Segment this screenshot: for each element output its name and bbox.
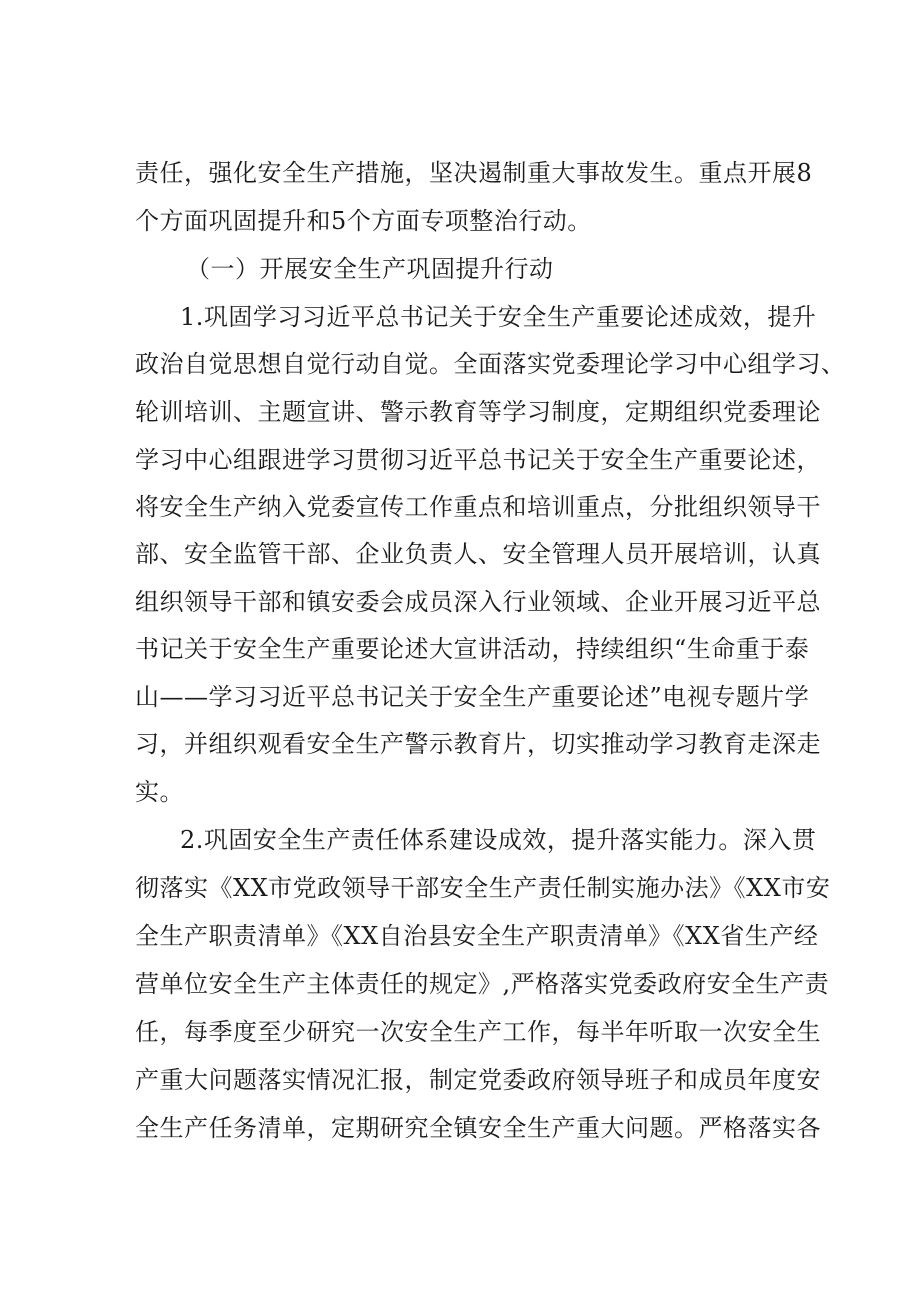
text-line: 全生产职责清单》《XX自治县安全生产职责清单》《XX省生产经 [135, 922, 819, 950]
text-line: 彻落实《XX市党政领导干部安全生产责任制实施办法》《XX市安 [135, 874, 831, 902]
text-line: 山——学习习近平总书记关于安全生产重要论述”电视专题片学 [135, 683, 810, 711]
text-line: 责任，强化安全生产措施，坚决遏制重大事故发生。重点开展8 [135, 159, 813, 187]
section-heading: （一）开展安全生产巩固提升行动 [186, 255, 554, 283]
text-line: 组织领导干部和镇安委会成员深入行业领域、企业开展习近平总 [135, 588, 821, 616]
text-line: 习，并组织观看安全生产警示教育片，切实推动学习教育走深走 [135, 730, 821, 758]
text-line: 2.巩固安全生产责任体系建设成效，提升落实能力。深入贯 [180, 826, 817, 854]
text-line: 将安全生产纳入党委宣传工作重点和培训重点，分批组织领导干 [135, 493, 821, 521]
text-line: 部、安全监管干部、企业负责人、安全管理人员开展培训，认真 [135, 540, 821, 568]
text-line: 任，每季度至少研究一次安全生产工作，每半年听取一次安全生 [135, 1018, 821, 1046]
text-line: 1.巩固学习习近平总书记关于安全生产重要论述成效，提升 [180, 303, 817, 331]
text-line: 轮训培训、主题宣讲、警示教育等学习制度，定期组织党委理论 [135, 398, 821, 426]
text-line: 产重大问题落实情况汇报，制定党委政府领导班子和成员年度安 [135, 1066, 821, 1094]
text-line: 全生产任务清单，定期研究全镇安全生产重大问题。严格落实各 [135, 1114, 821, 1142]
text-line: 实。 [135, 778, 184, 806]
text-line: 营单位安全生产主体责任的规定》,严格落实党委政府安全生产责 [135, 970, 830, 998]
text-line: 政治自觉思想自觉行动自觉。全面落实党委理论学习中心组学习、 [135, 350, 846, 378]
text-line: 书记关于安全生产重要论述大宣讲活动，持续组织“生命重于泰 [135, 635, 810, 663]
text-line: 学习中心组跟进学习贯彻习近平总书记关于安全生产重要论述， [135, 446, 821, 474]
text-line: 个方面巩固提升和5个方面专项整治行动。 [135, 207, 592, 235]
